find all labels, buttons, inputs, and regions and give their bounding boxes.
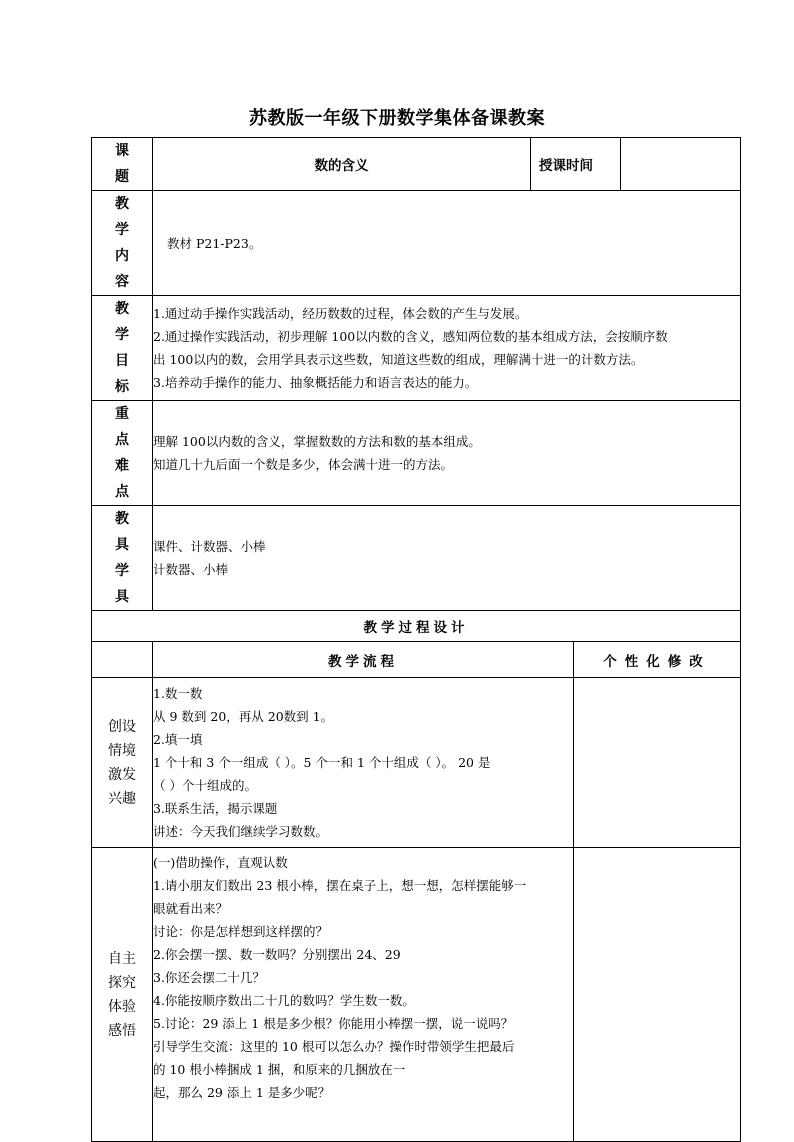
key-point-line: 理解 100以内数的含义，掌握数数的方法和数的基本组成。 — [153, 434, 481, 449]
lesson-plan-table — [91, 137, 741, 1142]
topic-value-cell — [153, 138, 531, 191]
stage2-label-line: 自主 — [108, 950, 136, 967]
stage1-line: 讲述：今天我们继续学习数数。 — [153, 824, 329, 839]
content-label-cell — [92, 191, 153, 296]
content-label-line1: 教 学 — [115, 196, 139, 238]
personal-header: 个性化修改 — [574, 642, 741, 678]
stage2-line: 眼就看出来？ — [153, 901, 229, 916]
stage2-label-line: 体验 — [108, 998, 136, 1015]
tools-label-line1: 教 具 — [115, 511, 139, 553]
stage2-line: 4.你能按顺序数出二十几的数吗？学生数一数。 — [153, 993, 415, 1008]
flow-header-blank — [92, 642, 153, 678]
stage2-content-cell — [153, 848, 574, 1142]
goal-line: 1.通过动手操作实践活动，经历数数的过程，体会数的产生与发展。 — [153, 306, 528, 321]
stage1-label-line: 激发 — [108, 766, 136, 783]
key-points-cell — [153, 401, 741, 506]
flow-header: 教学流程 — [153, 642, 574, 678]
goals-label-cell — [92, 296, 153, 401]
key-label-line1: 重 点 — [115, 406, 139, 448]
key-points-row — [92, 401, 741, 506]
stage1-label-line: 情境 — [108, 742, 136, 759]
stage1-label-line: 创设 — [108, 718, 136, 735]
goals-cell — [153, 296, 741, 401]
stage2-personal-cell — [574, 848, 741, 1142]
stage1-line: 2.填一填 — [153, 732, 203, 747]
time-label: 授课时间 — [539, 158, 593, 174]
goals-row — [92, 296, 741, 401]
stage2-label-line: 感悟 — [108, 1022, 136, 1039]
stage2-row — [92, 848, 741, 1142]
goals-label-line2: 目 标 — [115, 353, 139, 395]
goals-label-line1: 教 学 — [115, 301, 139, 343]
tools-label-line2: 学 具 — [115, 563, 139, 605]
process-header-row — [92, 611, 741, 642]
stage1-line: 1.数一数 — [153, 686, 203, 701]
stage2-line: 的 10 根小棒捆成 1 捆，和原来的几捆放在一 — [153, 1062, 406, 1077]
stage1-row — [92, 678, 741, 848]
stage1-label-line: 兴趣 — [108, 790, 136, 807]
key-point-line: 知道几十九后面一个数是多少，体会满十进一的方法。 — [153, 457, 454, 472]
stage1-line: 3.联系生活，揭示课题 — [153, 801, 278, 816]
stage2-line: 引导学生交流：这里的 10 根可以怎么办？操作时带领学生把最后 — [153, 1039, 515, 1054]
content-value-cell — [153, 191, 741, 296]
stage1-line: 1 个十和 3 个一组成（ ）。5 个一和 1 个十组成（ ）。 20 是 — [153, 755, 491, 770]
stage2-line: 1.请小朋友们数出 23 根小棒，摆在桌子上，想一想，怎样摆能够一 — [153, 878, 527, 893]
tools-row — [92, 506, 741, 611]
key-label-line2: 难 点 — [115, 458, 139, 500]
tools-label-cell — [92, 506, 153, 611]
topic-row — [92, 138, 741, 191]
goal-line: 2.通过操作实践活动，初步理解 100以内数的含义，感知两位数的基本组成方法，会按顺序数 — [153, 329, 668, 344]
goal-line: 3.培养动手操作的能力、抽象概括能力和语言表达的能力。 — [153, 375, 478, 390]
process-header: 教学过程设计 — [92, 611, 741, 642]
stage2-line: 起，那么 29 添上 1 是多少呢？ — [153, 1085, 331, 1100]
tools-line: 计数器、小棒 — [153, 562, 229, 577]
stage2-line: 2.你会摆一摆、数一数吗？分别摆出 24、29 — [153, 947, 401, 962]
time-value-cell — [621, 138, 741, 191]
stage2-line: 讨论：你是怎样想到这样摆的？ — [153, 924, 329, 939]
topic-label: 课 题 — [115, 143, 139, 185]
goal-line: 出 100以内的数，会用学具表示这些数，知道这些数的组成，理解满十进一的计数方法。 — [153, 352, 644, 367]
flow-header-row — [92, 642, 741, 678]
content-value: 教材 P21-P23。 — [167, 235, 262, 251]
stage2-line: 3.你还会摆二十几？ — [153, 970, 265, 985]
tools-line: 课件、计数器、小棒 — [153, 539, 266, 554]
stage1-line: 从 9 数到 20，再从 20数到 1。 — [153, 709, 334, 724]
time-label-cell — [531, 138, 621, 191]
document-title: 苏教版一年级下册数学集体备课教案 — [249, 108, 545, 129]
stage1-label-cell — [92, 678, 153, 848]
topic-value: 数的含义 — [314, 158, 369, 174]
key-label-cell — [92, 401, 153, 506]
content-label-line2: 内 容 — [115, 248, 139, 290]
stage2-label-line: 探究 — [108, 974, 136, 991]
stage2-label-cell — [92, 848, 153, 1142]
stage2-line: 5.讨论：29 添上 1 根是多少根？你能用小棒摆一摆，说一说吗？ — [153, 1016, 514, 1031]
stage1-personal-cell — [574, 678, 741, 848]
stage1-line: （ ）个十组成的。 — [153, 778, 257, 793]
stage1-content-cell — [153, 678, 574, 848]
content-row — [92, 191, 741, 296]
stage2-line: (一)借助操作，直观认数 — [153, 855, 288, 870]
topic-label-cell — [92, 138, 153, 191]
tools-cell — [153, 506, 741, 611]
